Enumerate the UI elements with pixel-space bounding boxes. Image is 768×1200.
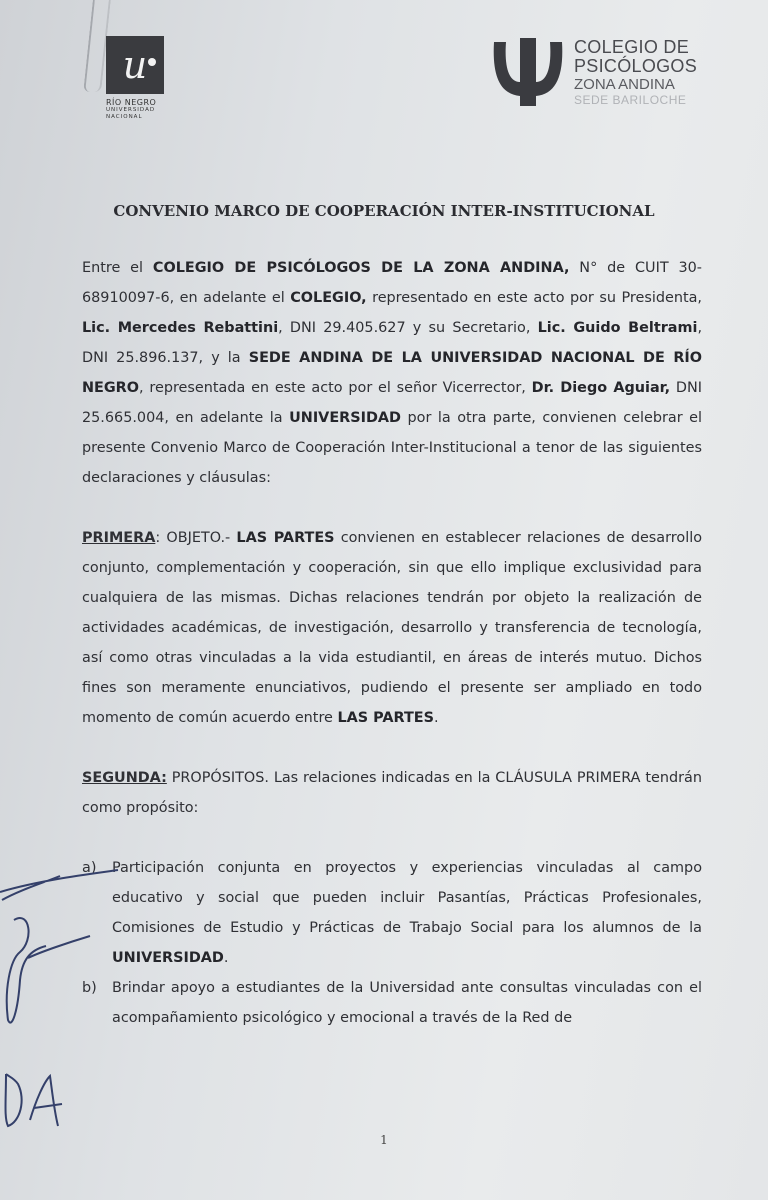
clause-primera: PRIMERA: OBJETO.- LAS PARTES convienen en establecer relaciones de desarrollo conjunto, complementación y cooperación, sin que ello implique exclusividad para cualquiera de las mismas. Dichas relaciones tendrán por objeto la realización de actividades académicas, de investigación, desarrollo y transferencia de tecnología, así como otras vinculadas a la vida estudiantil, en áreas de interés mutuo. Dichos fines son meramente enunciativos, pudiendo el presente ser ampliado en todo momento de común acuerdo entre LAS PARTES. [82, 530, 702, 726]
document-title: CONVENIO MARCO DE COOPERACIÓN INTER-INSTITUCIONAL [113, 202, 655, 220]
list-item: b) Brindar apoyo a estudiantes de la Universidad ante consultas vinculadas con el acompañamiento psicológico y emocional a través de la Red de [82, 980, 702, 1026]
cp-logo-line1: COLEGIO DE [574, 37, 690, 57]
document-body [82, 253, 702, 1033]
intro-paragraph: Entre el COLEGIO DE PSICÓLOGOS DE LA ZONA ANDINA, N° de CUIT 30-68910097-6, en adelante el COLEGIO, representado en este acto por su Presidenta, Lic. Mercedes Rebattini, DNI 29.405.627 y su Secretario, Lic. Guido Beltrami, DNI 25.896.137, y la SEDE ANDINA DE LA UNIVERSIDAD NACIONAL DE RÍO NEGRO, representada en este acto por el señor Vicerrector, Dr. Diego Aguiar, DNI 25.665.004, en adelante la UNIVERSIDAD por la otra parte, convienen celebrar el presente Convenio Marco de Cooperación Inter-Institucional a tenor de las siguientes declaraciones y cláusulas: [82, 260, 703, 486]
handwritten-signature [0, 860, 120, 1040]
clause-heading: PRIMERA [82, 530, 156, 546]
psi-icon [490, 36, 566, 110]
un-logo-line1: RÍO NEGRO [106, 98, 157, 107]
cp-logo-line3: ZONA ANDINA [574, 76, 675, 93]
un-logo-line2: UNIVERSIDAD [106, 107, 156, 113]
un-logo-mark: u [106, 36, 164, 94]
cp-logo-line4: SEDE BARILOCHE [574, 93, 687, 107]
cp-logo-line2: PSICÓLOGOS [574, 56, 698, 76]
colegio-logo [490, 36, 697, 110]
list-item: a) Participación conjunta en proyectos y experiencias vinculadas al campo educativo y social que pueden incluir Pasantías, Prácticas Profesionales, Comisiones de Estudio y Prácticas de Trabajo Social para los alumnos de la UNIVERSIDAD. [82, 860, 702, 966]
page-number: 1 [380, 1133, 388, 1147]
purpose-list [82, 853, 702, 1033]
un-logo-line3: NACIONAL [106, 114, 143, 120]
clause-heading: SEGUNDA: [82, 770, 167, 786]
initials-signature [0, 1060, 80, 1140]
clause-segunda: SEGUNDA: PROPÓSITOS. Las relaciones indicadas en la CLÁUSULA PRIMERA tendrán como propósito: [82, 770, 702, 816]
universidad-logo [106, 36, 168, 121]
